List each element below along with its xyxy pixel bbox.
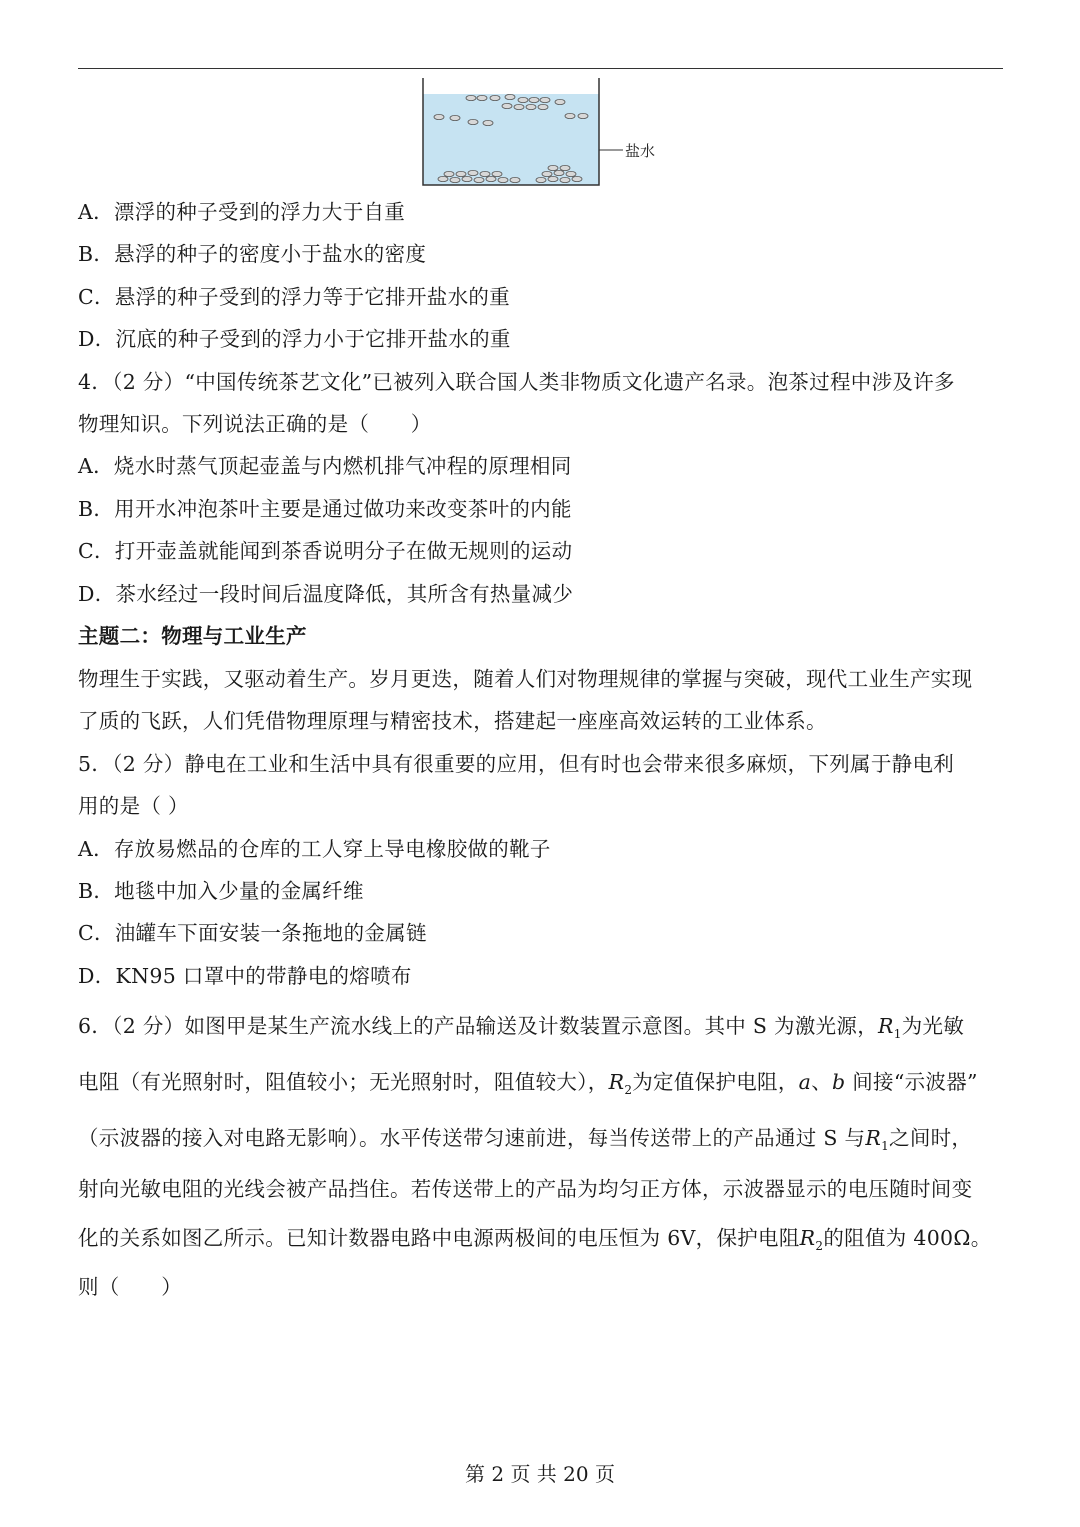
q4-stem-line2: 物理知识。下列说法正确的是（ ） [78, 412, 432, 436]
q6-line2-sep: 、 [811, 1070, 832, 1094]
q6-var-a: a [798, 1070, 812, 1094]
q6-line2-text-b: 为定值保护电阻， [632, 1070, 799, 1094]
q6-var-r1-again-sub: 1 [881, 1139, 890, 1154]
theme2-title: 主题二：物理与工业生产 [78, 624, 307, 648]
q5-option-d: D．KN95 口罩中的带静电的熔喷布 [78, 964, 412, 988]
q6-line3 [78, 1124, 1008, 1160]
q6-var-b: b [832, 1070, 846, 1094]
q4-stem-line1: 4．（2 分）“中国传统茶艺文化”已被列入联合国人类非物质文化遗产名录。泡茶过程中涉及许多 [78, 370, 955, 394]
q3-option-d: D．沉底的种子受到的浮力小于它排开盐水的重 [78, 327, 511, 351]
q6-var-r2: R [608, 1070, 625, 1094]
q4-option-d: D．茶水经过一段时间后温度降低，其所含有热量减少 [78, 582, 574, 606]
q5-stem-line1: 5．（2 分）静电在工业和生活中具有很重要的应用，但有时也会带来很多麻烦，下列属于静电利 [78, 752, 955, 776]
q6-line3-text-b: 之间时， [889, 1126, 973, 1150]
q4-option-a: A．烧水时蒸气顶起壶盖与内燃机排气冲程的原理相同 [78, 454, 572, 478]
saltwater-beaker-figure [415, 76, 675, 191]
q6-var-r2-again-sub: 2 [815, 1239, 824, 1254]
q6-line5 [78, 1224, 1008, 1260]
q6-line2-text-c: 间接“示波器” [845, 1070, 978, 1094]
q6-line1-text-b: 为光敏 [901, 1014, 965, 1038]
q3-option-a: A．漂浮的种子受到的浮力大于自重 [78, 200, 406, 224]
saltwater-label: 盐水 [625, 142, 656, 160]
q6-line5-text-b: 的阻值为 400Ω。 [823, 1226, 992, 1250]
q6-line5-text-a: 化的关系如图乙所示。已知计数器电路中电源两极间的电压恒为 6V，保护电阻 [78, 1226, 800, 1250]
theme2-para-line2: 了质的飞跃，人们凭借物理原理与精密技术，搭建起一座座高效运转的工业体系。 [78, 709, 827, 733]
q6-var-r1-again: R [865, 1126, 882, 1150]
header-rule [78, 68, 1003, 69]
q6-var-r2-again: R [799, 1226, 816, 1250]
q6-line2 [78, 1068, 1008, 1104]
q6-line6: 则（ ） [78, 1275, 182, 1299]
q6-line2-text-a: 电阻（有光照射时，阻值较小；无光照射时，阻值较大）， [78, 1070, 609, 1094]
q3-option-c: C．悬浮的种子受到的浮力等于它排开盐水的重 [78, 285, 510, 309]
q5-option-a: A．存放易燃品的仓库的工人穿上导电橡胶做的靴子 [78, 837, 551, 861]
theme2-para-line1: 物理生于实践，又驱动着生产。岁月更迭，随着人们对物理规律的掌握与突破，现代工业生产实现 [78, 667, 973, 691]
q6-line3-text-a: （示波器的接入对电路无影响）。水平传送带匀速前进，每当传送带上的产品通过 S 与 [78, 1126, 866, 1150]
q3-option-b: B．悬浮的种子的密度小于盐水的密度 [78, 242, 427, 266]
q6-var-r1: R [878, 1014, 894, 1038]
q5-stem-line2: 用的是（ ） [78, 794, 189, 818]
q6-line4: 射向光敏电阻的光线会被产品挡住。若传送带上的产品为均匀正方体，示波器显示的电压随时间变 [78, 1177, 973, 1201]
q6-var-r2-sub: 2 [624, 1083, 633, 1098]
q4-option-b: B．用开水冲泡茶叶主要是通过做功来改变茶叶的内能 [78, 497, 572, 521]
q6-var-r1-sub: 1 [893, 1027, 902, 1042]
page-number-footer: 第 2 页 共 20 页 [465, 1462, 615, 1486]
q5-option-c: C．油罐车下面安装一条拖地的金属链 [78, 921, 427, 945]
q6-line1-text-a: 6．（2 分）如图甲是某生产流水线上的产品输送及计数装置示意图。其中 S 为激光源， [78, 1014, 879, 1038]
q6-line1 [78, 1012, 1008, 1048]
q4-option-c: C．打开壶盖就能闻到茶香说明分子在做无规则的运动 [78, 539, 573, 563]
q5-option-b: B．地毯中加入少量的金属纤维 [78, 879, 364, 903]
